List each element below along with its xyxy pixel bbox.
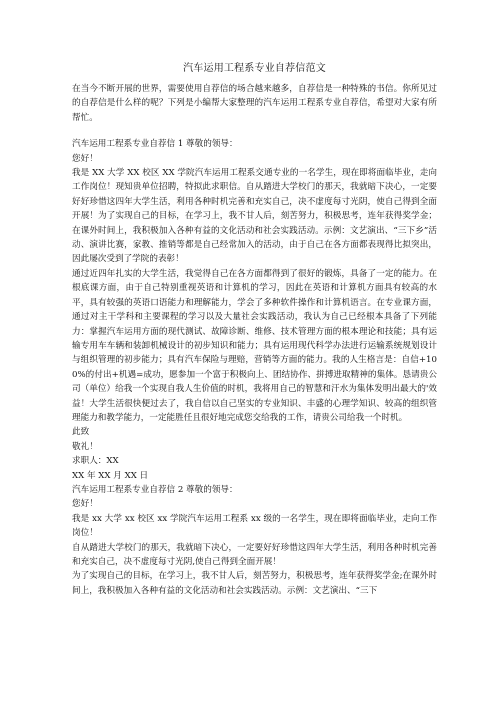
section-gap xyxy=(72,125,437,137)
intro-section xyxy=(72,82,437,125)
letter-body xyxy=(72,137,437,598)
letter-1-signature: 求职人：XX xyxy=(72,456,119,467)
letter-2-paragraph: 为了实现自己的目标，在学习上，我不甘人后，刻苦努力，积极思考，连年获得奖学金;在课外时间上，我积极加入各种有益的文化活动和社会实践活动。示例：文艺演出、“三下 xyxy=(72,571,437,596)
letter-1-heading: 汽车运用工程系专业自荐信 1 尊敬的领导： xyxy=(72,139,238,150)
letter-1-salute: 敬礼！ xyxy=(72,441,98,452)
letter-1-closing: 此致 xyxy=(72,427,90,438)
letter-1-paragraph: 通过近四年扎实的大学生活，我觉得自己在各方面都得到了很好的锻炼，具备了一定的能力。在根底课方面，由于自己特别重视英语和计算机的学习，因此在英语和计算机方面具有较高的水平，具有较强的英语口语能力和理解能力，学会了多种软件操作和计算机语言。在专业课方面，通过对主干学科和主要课程的学习以及大量社会实践活动，我认为自己已经根本具备了下列能力：掌握汽车运用方面的现代测试、故障诊断、维修、技术管理方面的根本理论和技能；具有运输专用车车辆和装卸机械设计的初步知识和能力；具有运用现代科学办法进行运输系统规划设计与组织管理的初步能力；具有汽车保险与理赔，营销等方面的能力。我的人生格言是：自信+100%的付出+机遇=成功，愿参加一个富于积极向上、团结协作、拼搏进取精神的集体。恳请贵公司（单位）给我一个实现自我人生价值的时机，我将用自己的智慧和汗水为集体发明出最大的'效益！大学生活很快便过去了，我自信以自己坚实的专业知识、丰盛的心理学知识、较高的组织管理能力和教学能力，一定能胜任且很好地完成您交给我的工作，请贵公司给我一个时机。 xyxy=(72,268,437,423)
intro-paragraph: 在当今不断开展的世界，需要使用自荐信的场合越来越多，自荐信是一种特殊的书信。你所见过的自荐信是什么样的呢？下列是小编帮大家整理的汽车运用工程系专业自荐信，希望对大家有所帮忙。 xyxy=(72,84,437,123)
letter-2-heading: 汽车运用工程系专业自荐信 2 尊敬的领导： xyxy=(72,484,238,495)
letter-1-date: XX 年 XX 月 XX 日 xyxy=(72,470,149,481)
document-title: 汽车运用工程系专业自荐信范文 xyxy=(183,63,326,74)
letter-2-paragraph: 自从踏进大学校门的那天，我就暗下决心，一定要好好珍惜这四年大学生活，利用各种时机完善和充实自己，决不虚度每寸光阴,使自己得到全面开展！ xyxy=(72,542,437,567)
document-page xyxy=(72,62,437,598)
letter-1-paragraph: 我是 XX 大学 XX 校区 XX 学院汽车运用工程系交通专业的一名学生，现在即将面临毕业，走向工作岗位！现知贵单位招聘，特拟此求职信。自从踏进大学校门的那天，我就暗下决心，一定要好好珍惜这四年大学生活，利用各种时机完善和充实自己，决不虚度每寸光阴，使自己得到全面开展！为了实现自己的目标，在学习上，我不甘人后，刻苦努力，积极思考，连年获得奖学金；在课外时间上，我积极加入各种有益的文化活动和社会实践活动。示例：文艺演出、“三下乡”活动、演讲比赛，家教、推销等都是自己经常加入的活动，由于自己在各方面都表现得比拟突出，因此屡次受到了学院的表彰！ xyxy=(72,168,437,265)
letter-2-paragraph: 我是 xx 大学 xx 校区 xx 学院汽车运用工程系 xx 级的一名学生，现在即将面临毕业，走向工作岗位！ xyxy=(72,513,437,539)
letter-1-greeting: 您好！ xyxy=(72,153,98,164)
letter-2-greeting: 您好！ xyxy=(72,499,98,510)
